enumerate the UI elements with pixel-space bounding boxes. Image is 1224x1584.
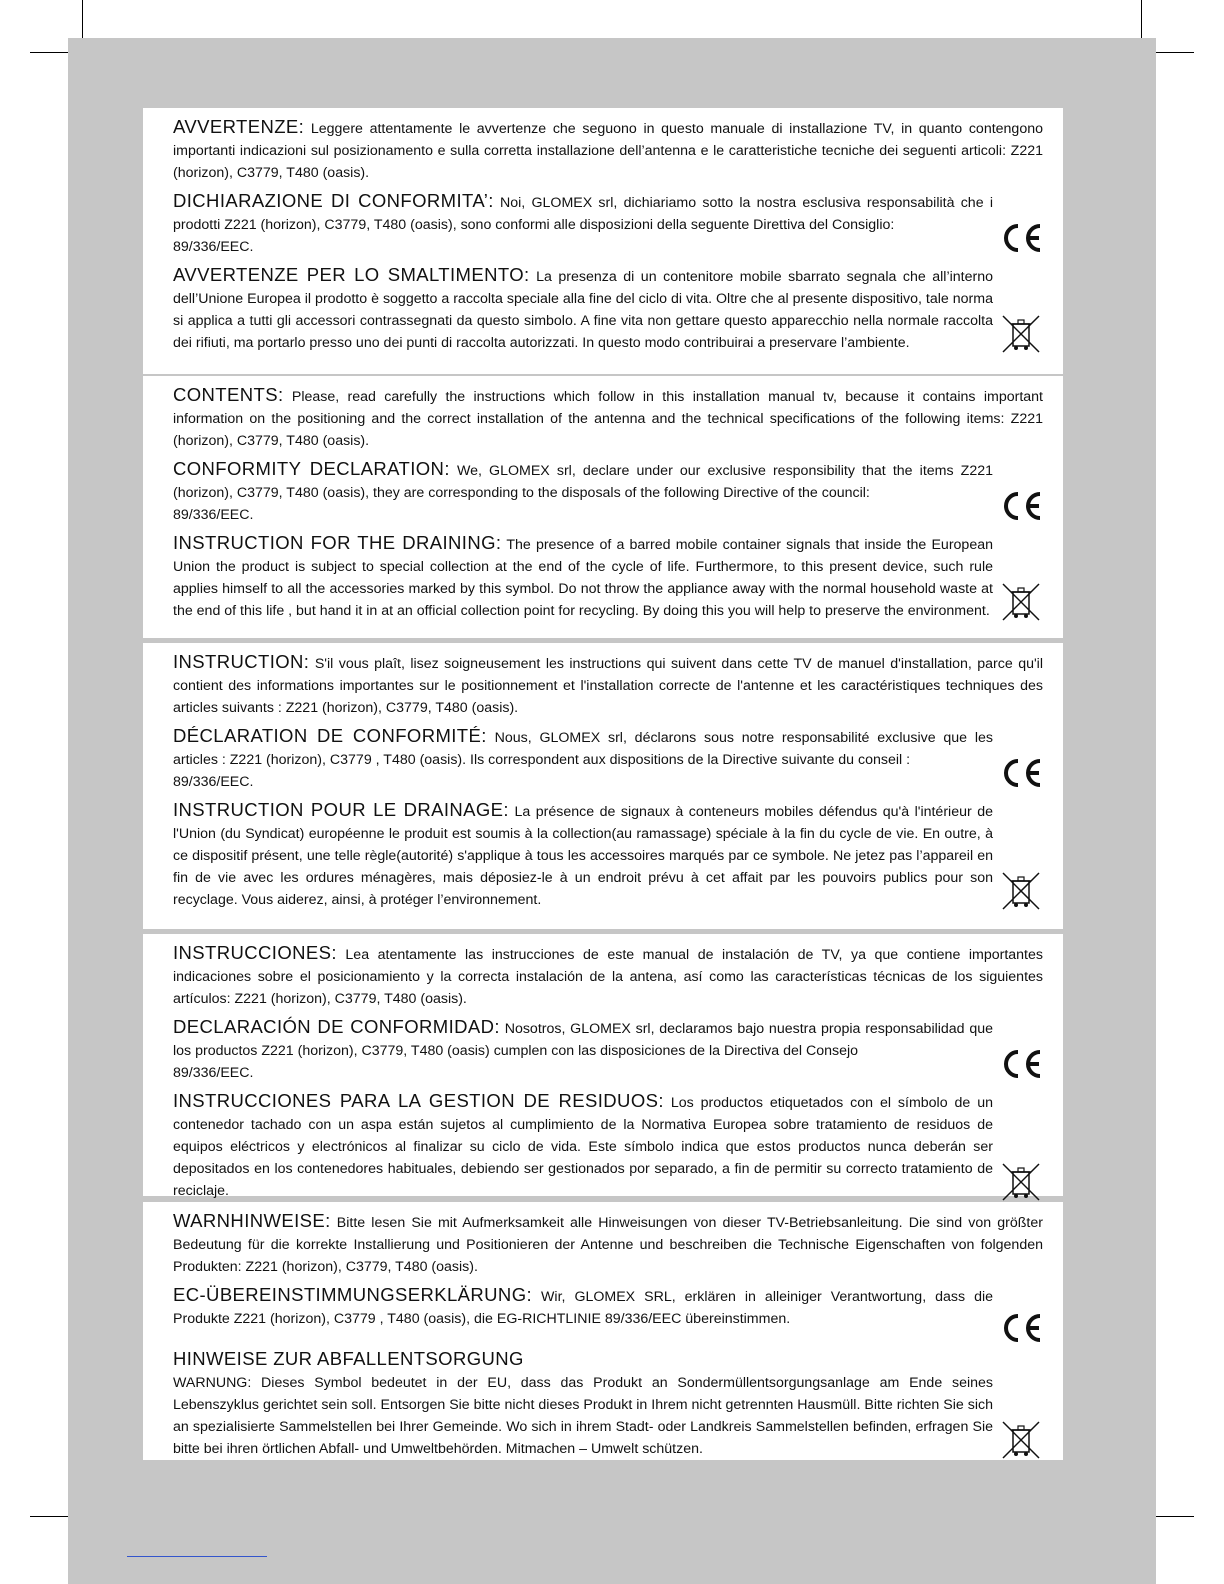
crossed-bin-icon — [999, 314, 1043, 354]
french-contents-text: S'il vous plaît, lisez soigneusement les instructions qui suivent dans cette TV de manuel d'installation, parce qu'il contient des informations importantes sur le positionnement et l'installation correcte de l'antenne et les caractéristiques techniques des articles suivants : Z221 (horizon), C3779, T480 (oasis). — [173, 656, 1043, 716]
ce-mark-icon — [999, 1048, 1043, 1080]
footer-line — [127, 1556, 267, 1557]
spanish-conformity-heading: DECLARACIÓN DE CONFORMIDAD: — [173, 1016, 500, 1037]
crossed-bin-icon — [999, 871, 1043, 911]
crop-mark-top-left-h — [30, 52, 68, 53]
french-disposal-text: La présence de signaux à conteneurs mobiles défendus qu'à l'intérieur de l'Union (du Syndicat) européenne le produit est soumis à la collection(au ramassage) spéciale à la fin du cycle de vie. En outre, à ce dispositif présent, une telle règle(autorité) s'applique à tous les accessoires marqués par ce symbole. Ne jetez pas l’appareil en fin de vie avec les ordures ménagères, mais déposiez-le à un endroit prévu à cet affait par les pouvoirs publics pour son recyclage. Vous aiderez, ainsi, à protéger l’environnement. — [173, 804, 993, 908]
german-contents-heading: WARNHINWEISE: — [173, 1210, 331, 1231]
crossed-bin-icon — [999, 1420, 1043, 1460]
spanish-contents-heading: INSTRUCCIONES: — [173, 942, 337, 963]
french-directive: 89/336/EEC. — [173, 774, 254, 790]
french-conformity-text: Nous, GLOMEX srl, déclarons sous notre responsabilité exclusive que les articles : Z221 (horizon), C3779 , T480 (oasis). Ils correspondent aux dispositions de la Directive suivante du conseil : — [173, 730, 993, 768]
crop-mark-top-right-h — [1156, 52, 1194, 53]
german-disposal-heading: HINWEISE ZUR ABFALLENTSORGUNG — [173, 1348, 524, 1369]
french-panel — [143, 643, 1063, 929]
italian-disposal — [173, 264, 1043, 354]
french-conformity — [173, 725, 1043, 793]
crossed-bin-icon — [999, 582, 1043, 622]
italian-contents-text: Leggere attentamente le avvertenze che seguono in questo manuale di installazione TV, in quanto contengono importanti indicazioni sul posizionamento e sulla corretta installazione dell’antenna e le caratteristiche tecniche dei seguenti articoli: Z221 (horizon), C3779, T480 (oasis). — [173, 121, 1043, 181]
english-directive: 89/336/EEC. — [173, 507, 254, 523]
crop-mark-bottom-right-h — [1156, 1516, 1194, 1517]
french-contents — [173, 651, 1043, 719]
spanish-conformity — [173, 1016, 1043, 1084]
spanish-disposal — [173, 1090, 1043, 1202]
spanish-directive: 89/336/EEC. — [173, 1065, 254, 1081]
english-disposal-heading: INSTRUCTION FOR THE DRAINING: — [173, 532, 502, 553]
german-contents-text: Bitte lesen Sie mit Aufmerksamkeit alle Hinweisungen von dieser TV-Betriebsanleitung. Die sind von größter Bedeutung für die korrekte Installierung und Positionieren der Antenne und beschreiben die Technische Eigenschaften von folgenden Produkten: Z221 (horizon), C3779, T480 (oasis). — [173, 1215, 1043, 1275]
spanish-contents — [173, 942, 1043, 1010]
ce-mark-icon — [999, 1312, 1043, 1344]
crop-mark-bottom-left-h — [30, 1516, 68, 1517]
german-panel — [143, 1202, 1063, 1460]
french-disposal — [173, 799, 1043, 911]
german-conformity — [173, 1284, 1043, 1340]
italian-conformity — [173, 190, 1043, 258]
german-disposal — [173, 1346, 1043, 1460]
french-disposal-heading: INSTRUCTION POUR LE DRAINAGE: — [173, 799, 509, 820]
german-conformity-heading: EC-ÜBEREINSTIMMUNGSERKLÄRUNG: — [173, 1284, 533, 1305]
italian-panel — [143, 108, 1063, 374]
english-panel — [143, 376, 1063, 638]
ce-mark-icon — [999, 490, 1043, 522]
english-disposal-text: The presence of a barred mobile container signals that inside the European Union the product is subject to special collection at the end of the cycle of life. Furthermore, to this present device, such rule applies himself to all the accessories marked by this symbol. Do not throw the appliance away with the normal household waste at the end of this life , but hand it in at an official collection point for recycling. By doing this you will help to preserve the environment. — [173, 537, 993, 619]
french-conformity-heading: DÉCLARATION DE CONFORMITÉ: — [173, 725, 487, 746]
spanish-contents-text: Lea atentamente las instrucciones de este manual de instalación de TV, ya que contiene importantes indicaciones sobre el posicionamiento y la correcta instalación de la antena, así como las características técnicas de los siguientes artículos: Z221 (horizon), C3779, T480 (oasis). — [173, 947, 1043, 1007]
english-conformity-heading: CONFORMITY DECLARATION: — [173, 458, 450, 479]
spanish-disposal-heading: INSTRUCCIONES PARA LA GESTION DE RESIDUOS: — [173, 1090, 664, 1111]
english-contents-text: Please, read carefully the instructions which follow in this installation manual tv, because it contains important information on the positioning and the correct installation of the antenna and the technical specifications of the following items: Z221 (horizon), C3779, T480 (oasis). — [173, 389, 1043, 449]
english-disposal — [173, 532, 1043, 622]
german-disposal-text: WARNUNG: Dieses Symbol bedeutet in der EU, dass das Produkt an Sondermüllentsorgungsanlage am Ende seines Lebenszyklus gerichtet sein soll. Entsorgen Sie bitte nicht dieses Produkt in Ihrem nicht getrennten Hausmüll. Bitte richten Sie sich an spezialisierte Sammelstellen bei Ihrer Gemeinde. Wo sich in ihrem Stadt- oder Landkreis Sammelstellen befinden, erfragen Sie bitte bei ihren örtlichen Abfall- und Umweltbehörden. Mitmachen – Umwelt schützen. — [173, 1375, 993, 1457]
german-conformity-text: Wir, GLOMEX SRL, erklären in alleiniger Verantwortung, dass die Produkte Z221 (horizon), C3779 , T480 (oasis), die EG-RICHTLINIE 89/336/EEC übereinstimmen. — [173, 1289, 994, 1327]
crop-mark-top-right — [1141, 0, 1142, 38]
english-contents — [173, 384, 1043, 452]
french-contents-heading: INSTRUCTION: — [173, 651, 310, 672]
italian-conformity-text: Noi, GLOMEX srl, dichiariamo sotto la nostra esclusiva responsabilità che i prodotti Z221 (horizon), C3779, T480 (oasis), sono conformi alle disposizioni della seguente Direttiva del Consiglio: — [173, 195, 993, 233]
crossed-bin-icon — [999, 1162, 1043, 1202]
italian-disposal-heading: AVVERTENZE PER LO SMALTIMENTO: — [173, 264, 530, 285]
german-contents — [173, 1210, 1043, 1278]
crop-mark-top-left — [82, 0, 83, 38]
english-contents-heading: CONTENTS: — [173, 384, 284, 405]
english-conformity-text: We, GLOMEX srl, declare under our exclusive responsibility that the items Z221 (horizon), C3779, T480 (oasis), they are corresponding to the disposals of the following Directive of the council: — [173, 463, 994, 501]
italian-conformity-heading: DICHIARAZIONE DI CONFORMITA’: — [173, 190, 494, 211]
italian-directive: 89/336/EEC. — [173, 239, 254, 255]
italian-contents — [173, 116, 1043, 184]
spanish-conformity-text: Nosotros, GLOMEX srl, declaramos bajo nuestra propia responsabilidad que los productos Z221 (horizon), C3779, T480 (oasis) cumplen con las disposiciones de la Directiva del Consejo — [173, 1021, 993, 1059]
spanish-disposal-text: Los productos etiquetados con el símbolo de un contenedor tachado con un aspa están sujetos al cumplimiento de la Normativa Europea sobre tratamiento de residuos de equipos eléctricos y electrónicos al finalizar su ciclo de vida. Este símbolo indica que estos productos nunca deberán ser depositados en los contenedores habituales, debiendo ser gestionados por separado, a fin de permitir su correcto tratamiento de reciclaje. — [173, 1095, 994, 1199]
ce-mark-icon — [999, 757, 1043, 789]
english-conformity — [173, 458, 1043, 526]
italian-contents-heading: AVVERTENZE: — [173, 116, 305, 137]
italian-disposal-text: La presenza di un contenitore mobile sbarrato segnala che all’interno dell’Unione Europea il prodotto è soggetto a raccolta speciale alla fine del ciclo di vita. Oltre che al presente dispositivo, tale norma si applica a tutti gli accessori contrassegnati da questo simbolo. A fine vita non gettare questo apparecchio nella normale raccolta dei rifiuti, ma portarlo presso uno dei punti di raccolta autorizzati. In questo modo contribuirai a preservare l’ambiente. — [173, 269, 993, 351]
ce-mark-icon — [999, 222, 1043, 254]
spanish-panel — [143, 934, 1063, 1199]
